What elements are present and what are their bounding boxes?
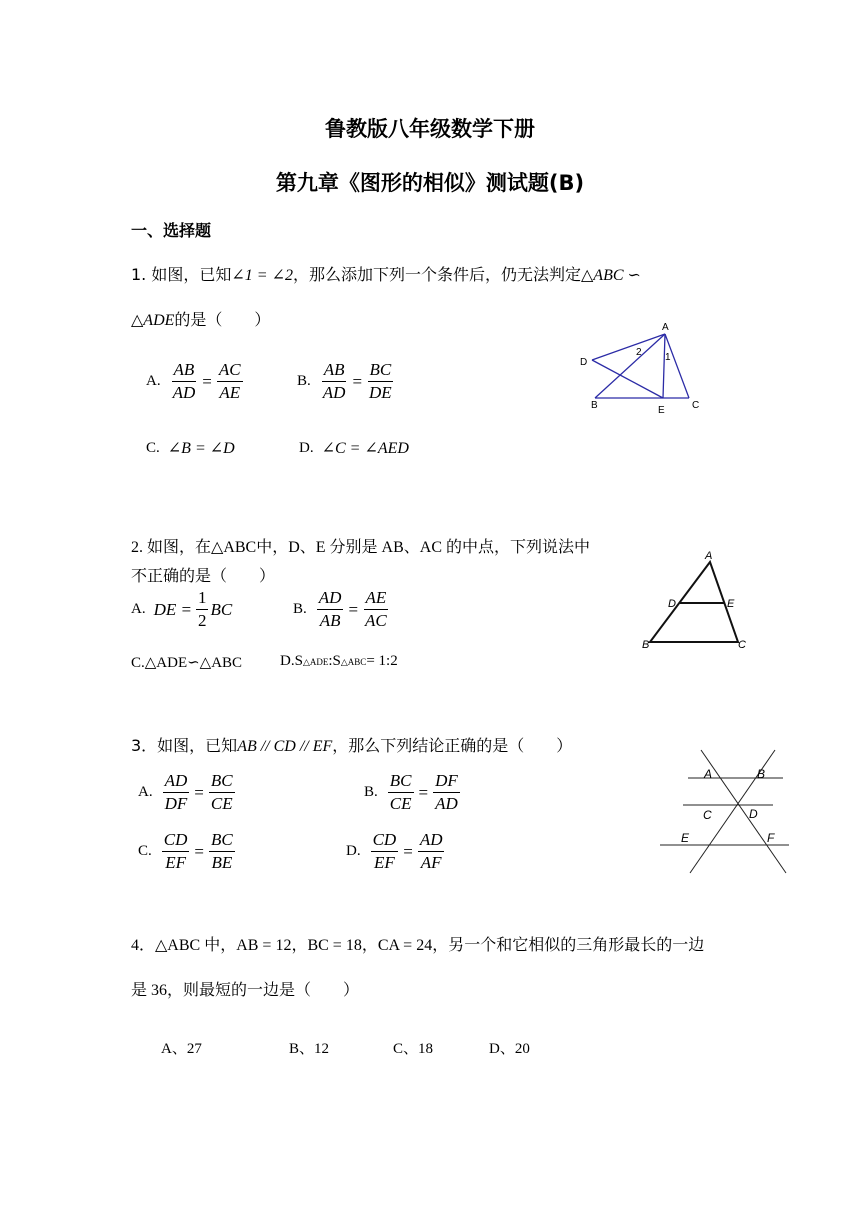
equals-sign: = xyxy=(403,841,413,861)
fraction xyxy=(209,771,235,814)
q3-suffix: ，那么下列结论正确的是（ ） xyxy=(332,736,573,755)
denominator: AE xyxy=(219,383,241,402)
numerator: BC xyxy=(388,771,414,793)
subscript: △ADE xyxy=(302,657,329,667)
fig-label-f: F xyxy=(767,831,775,845)
denominator: DE xyxy=(369,383,392,402)
equals-sign: = xyxy=(194,782,204,802)
fig-label-d: D xyxy=(668,598,676,610)
q2-prefix: 2. 如图，在 xyxy=(131,539,212,556)
denominator: AC xyxy=(365,611,387,630)
denominator: DF xyxy=(164,794,188,813)
fraction xyxy=(371,830,399,873)
fig-label-c: C xyxy=(738,639,746,651)
option-letter: B. xyxy=(297,373,311,389)
q2-option-a[interactable] xyxy=(131,588,232,631)
question-1-line1 xyxy=(131,262,641,285)
option-text: ∠B = ∠D xyxy=(167,440,235,457)
q2-rest: 中，D、E 分别是 AB、AC 的中点，下列说法中 xyxy=(256,539,591,556)
fig-label-a: A xyxy=(705,550,713,562)
q1-triangle-ade: △ADE xyxy=(131,312,175,329)
numerator: AB xyxy=(322,360,347,382)
question-1-line2 xyxy=(131,307,270,330)
denominator: CE xyxy=(389,794,412,813)
q3-figure xyxy=(655,744,795,878)
fig-label-d: D xyxy=(749,807,758,821)
option-letter: B. xyxy=(364,784,378,800)
denominator: BE xyxy=(211,853,233,872)
subscript: △ABC xyxy=(340,657,367,667)
q4-option-c[interactable]: C、18 xyxy=(393,1041,434,1057)
q1-mid: ，那么添加下列一个条件后，仍无法判定 xyxy=(292,265,581,284)
q1-option-b[interactable] xyxy=(297,360,396,403)
fraction xyxy=(196,588,209,631)
numerator: DF xyxy=(433,771,460,793)
question-2-line2: 不正确的是（ ） xyxy=(131,566,276,585)
option-letter: A. xyxy=(138,784,153,800)
fig-label-c: C xyxy=(703,808,712,822)
equals-sign: = xyxy=(202,371,212,391)
numerator: AC xyxy=(217,360,243,382)
fig-label-e: E xyxy=(681,831,690,845)
option-text: ∠C = ∠AED xyxy=(321,440,409,457)
fraction xyxy=(388,771,414,814)
numerator: AD xyxy=(163,771,190,793)
q4-option-b[interactable]: B、12 xyxy=(289,1041,330,1057)
denominator: AD xyxy=(435,794,458,813)
fig-label-a: A xyxy=(662,322,669,333)
q4-option-d[interactable]: D、20 xyxy=(489,1041,530,1057)
denominator: AF xyxy=(420,853,442,872)
fraction xyxy=(209,830,235,873)
fig-label-e: E xyxy=(658,405,665,416)
question-4-line2: 是 36，则最短的一边是（ ） xyxy=(131,982,360,999)
fig-label-angle-2: 2 xyxy=(636,347,642,358)
numerator: AD xyxy=(317,588,344,610)
q2-figure xyxy=(638,548,758,652)
q1-triangle-abc: △ABC ∽ xyxy=(580,267,641,284)
q1-option-c[interactable] xyxy=(146,438,235,458)
numerator: BC xyxy=(209,830,235,852)
numerator: BC xyxy=(368,360,394,382)
fraction xyxy=(171,360,198,403)
page-subtitle: 第九章《图形的相似》测试题(B) xyxy=(275,171,585,195)
numerator: AD xyxy=(418,830,445,852)
fig-label-b: B xyxy=(591,400,598,411)
q2-triangle: △ABC xyxy=(211,539,257,556)
fig-label-b: B xyxy=(757,767,766,781)
option-text: :S xyxy=(328,653,341,669)
fig-label-e: E xyxy=(727,598,735,610)
fraction xyxy=(163,771,190,814)
denominator: EF xyxy=(374,853,395,872)
numerator: 1 xyxy=(196,588,209,610)
denominator: CE xyxy=(210,794,233,813)
fig-label-d: D xyxy=(580,357,588,368)
denominator: AD xyxy=(322,383,346,402)
option-letter: A. xyxy=(146,373,161,389)
q3-option-a[interactable] xyxy=(138,771,237,814)
numerator: AE xyxy=(364,588,389,610)
option-letter: D. xyxy=(299,439,314,456)
fig-label-b: B xyxy=(642,639,650,651)
fraction xyxy=(217,360,243,403)
q3-condition: AB // CD // EF xyxy=(237,738,333,755)
option-letter: B. xyxy=(293,601,307,617)
q4-option-a[interactable]: A、27 xyxy=(161,1041,202,1057)
denominator: AB xyxy=(319,611,341,630)
q1-option-a[interactable] xyxy=(146,360,245,403)
fraction xyxy=(433,771,460,814)
option-letter: C. xyxy=(138,843,152,859)
numerator: AB xyxy=(172,360,197,382)
q2-option-b[interactable] xyxy=(293,588,391,631)
expression-rhs: BC xyxy=(210,599,233,619)
q1-angle-condition: ∠1 = ∠2 xyxy=(231,267,293,284)
q2-option-d[interactable] xyxy=(280,653,398,670)
equals-sign: = xyxy=(194,841,204,861)
fraction xyxy=(363,588,389,631)
question-2-line1 xyxy=(131,534,590,557)
q3-option-c[interactable] xyxy=(138,830,237,873)
section-heading: 一、选择题 xyxy=(131,221,212,240)
question-4-line1: 4．△ABC 中，AB = 12，BC = 18，CA = 24，另一个和它相似的三角形最长的一边 xyxy=(131,937,705,954)
fraction xyxy=(418,830,445,873)
option-letter: A. xyxy=(131,601,146,617)
fig-label-c: C xyxy=(692,400,700,411)
q3-option-b[interactable] xyxy=(364,771,462,814)
numerator: CD xyxy=(162,830,190,852)
q1-prefix: 1. 如图，已知 xyxy=(131,265,232,284)
option-letter: D. xyxy=(346,843,361,859)
numerator: BC xyxy=(209,771,235,793)
expression-lhs: DE = xyxy=(153,599,192,619)
fraction xyxy=(321,360,348,403)
fraction xyxy=(367,360,394,403)
numerator: CD xyxy=(371,830,399,852)
option-text: D.S xyxy=(280,653,303,669)
denominator: 2 xyxy=(197,611,207,630)
option-text: = 1:2 xyxy=(366,653,398,669)
page-title: 鲁教版八年级数学下册 xyxy=(325,117,535,141)
denominator: AD xyxy=(172,383,196,402)
q1-option-d[interactable] xyxy=(299,438,409,458)
denominator: EF xyxy=(165,853,186,872)
question-3-line1 xyxy=(131,733,572,756)
q1-figure xyxy=(570,318,710,418)
fig-label-angle-1: 1 xyxy=(665,352,671,363)
equals-sign: = xyxy=(352,371,363,391)
option-letter: C. xyxy=(146,439,160,456)
fraction xyxy=(162,830,190,873)
q3-option-d[interactable] xyxy=(346,830,446,873)
fig-label-a: A xyxy=(704,767,713,781)
equals-sign: = xyxy=(348,599,359,619)
q3-prefix: 3．如图，已知 xyxy=(131,736,238,755)
equals-sign: = xyxy=(418,782,429,802)
q1-suffix: 的是（ ） xyxy=(174,310,271,329)
q2-option-c[interactable]: C.△ADE∽△ABC xyxy=(131,655,243,671)
fraction xyxy=(317,588,344,631)
